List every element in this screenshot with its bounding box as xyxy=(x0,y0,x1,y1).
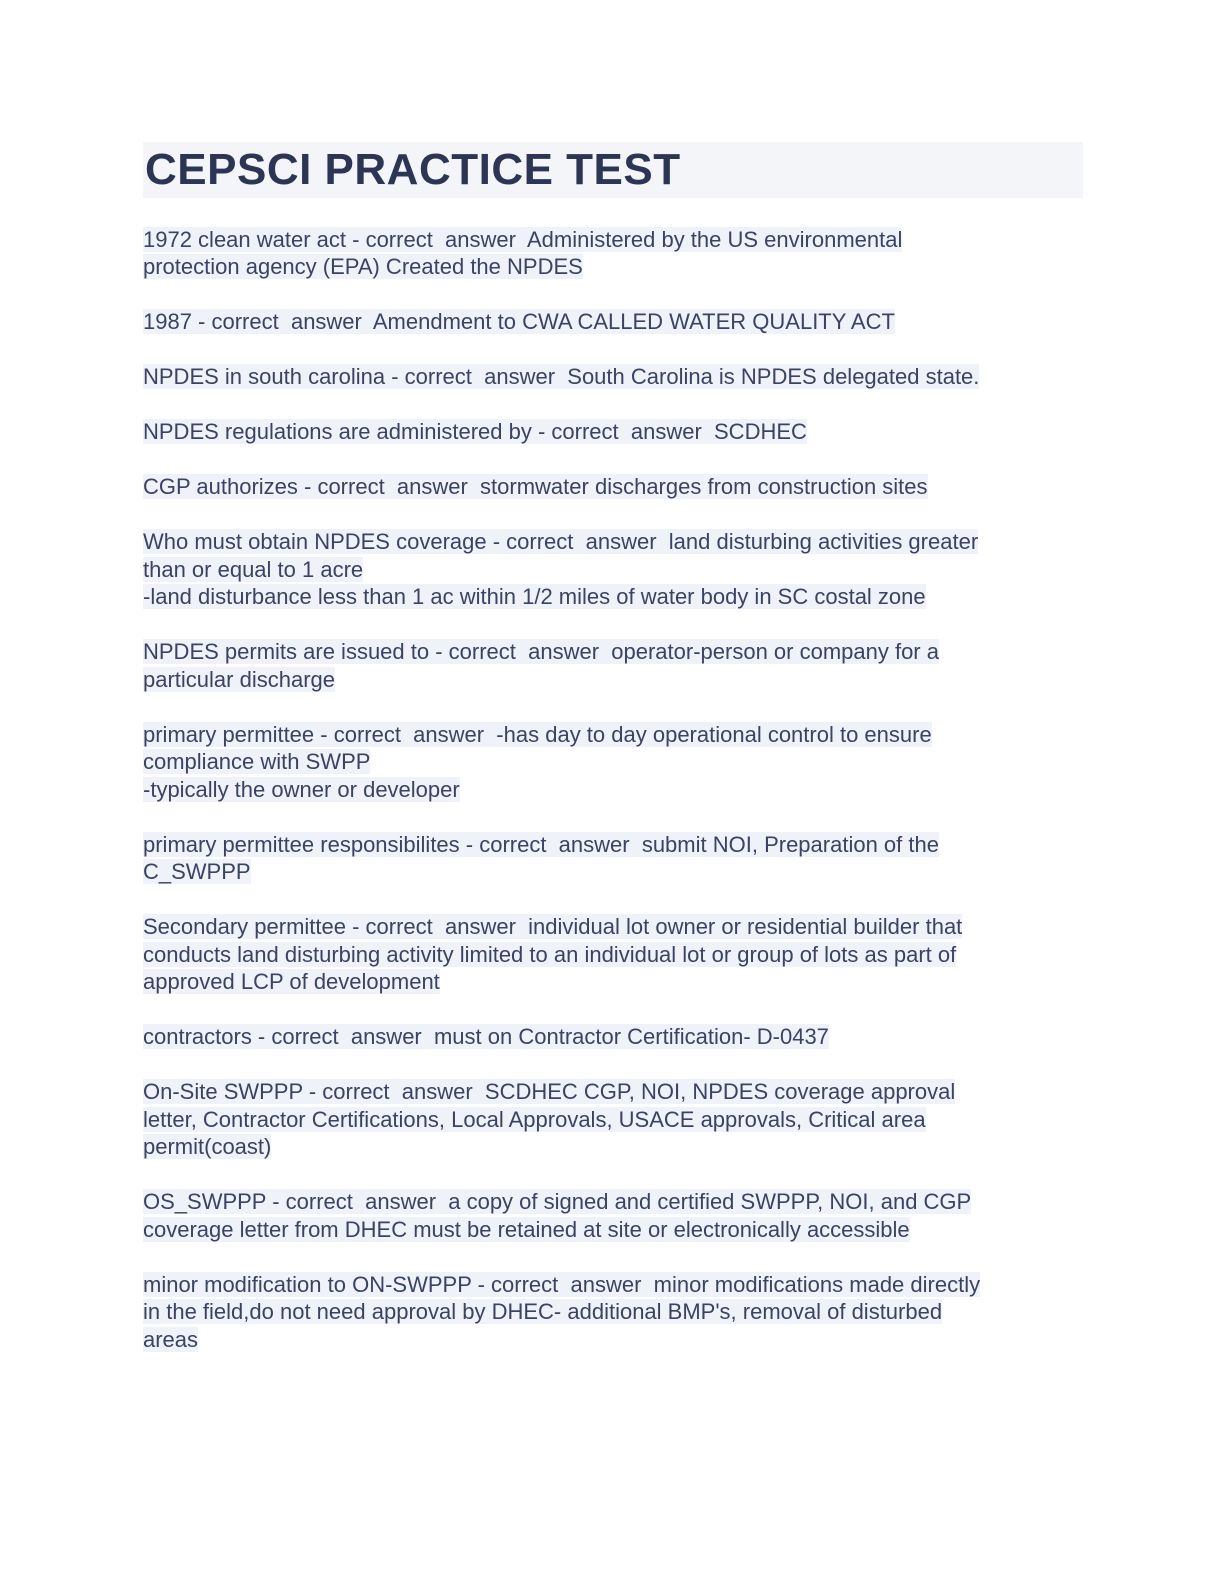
qa-line xyxy=(143,363,1083,391)
qa-item xyxy=(143,1188,1083,1243)
qa-line-text: NPDES regulations are administered by - correct answer SCDHEC xyxy=(143,419,807,444)
qa-item xyxy=(143,1023,1083,1051)
qa-line xyxy=(143,748,1083,776)
qa-item xyxy=(143,528,1083,611)
qa-line xyxy=(143,583,1083,611)
qa-line-text: OS_SWPPP - correct answer a copy of signed and certified SWPPP, NOI, and CGP xyxy=(143,1189,972,1214)
qa-line xyxy=(143,831,1083,859)
qa-line xyxy=(143,308,1083,336)
qa-line xyxy=(143,1188,1083,1216)
qa-line-text: permit(coast) xyxy=(143,1134,272,1159)
qa-line xyxy=(143,776,1083,804)
qa-line xyxy=(143,1133,1083,1161)
qa-line-text: compliance with SWPP xyxy=(143,749,371,774)
qa-line xyxy=(143,638,1083,666)
qa-item xyxy=(143,721,1083,804)
qa-item xyxy=(143,473,1083,501)
qa-line-text: Who must obtain NPDES coverage - correct answer land disturbing activities greater xyxy=(143,529,979,554)
qa-line xyxy=(143,968,1083,996)
qa-line xyxy=(143,1023,1083,1051)
qa-line-text: -land disturbance less than 1 ac within 1/2 miles of water body in SC costal zone xyxy=(143,584,926,609)
qa-line-text: On-Site SWPPP - correct answer SCDHEC CGP, NOI, NPDES coverage approval xyxy=(143,1079,956,1104)
qa-line xyxy=(143,1326,1083,1354)
qa-line xyxy=(143,666,1083,694)
qa-line xyxy=(143,528,1083,556)
qa-line xyxy=(143,1298,1083,1326)
qa-line-text: in the field,do not need approval by DHEC- additional BMP's, removal of disturbed xyxy=(143,1299,943,1324)
qa-line xyxy=(143,1106,1083,1134)
qa-line xyxy=(143,418,1083,446)
qa-line xyxy=(143,226,1083,254)
qa-line xyxy=(143,1216,1083,1244)
qa-line-text: NPDES in south carolina - correct answer South Carolina is NPDES delegated state. xyxy=(143,364,980,389)
document-body xyxy=(143,226,1083,1354)
qa-line xyxy=(143,721,1083,749)
qa-line-text: 1987 - correct answer Amendment to CWA CALLED WATER QUALITY ACT xyxy=(143,309,895,334)
qa-line-text: NPDES permits are issued to - correct answer operator-person or company for a xyxy=(143,639,939,664)
qa-line xyxy=(143,1078,1083,1106)
qa-line-text: letter, Contractor Certifications, Local Approvals, USACE approvals, Critical area xyxy=(143,1106,926,1132)
page-title: CEPSCI PRACTICE TEST xyxy=(145,145,681,194)
qa-line xyxy=(143,858,1083,886)
qa-line-text: approved LCP of development xyxy=(143,969,440,994)
qa-item xyxy=(143,831,1083,886)
qa-line-text: minor modification to ON-SWPPP - correct answer minor modifications made directly xyxy=(143,1271,981,1297)
qa-item xyxy=(143,638,1083,693)
qa-line-text: primary permittee - correct answer -has day to day operational control to ensure xyxy=(143,721,932,747)
qa-line-text: conducts land disturbing activity limited to an individual lot or group of lots as part of xyxy=(143,941,957,967)
qa-line-text: protection agency (EPA) Created the NPDES xyxy=(143,254,583,279)
qa-item xyxy=(143,1078,1083,1161)
qa-line-text: particular discharge xyxy=(143,666,335,692)
qa-line-text: than or equal to 1 acre xyxy=(143,556,364,582)
qa-line-text: CGP authorizes - correct answer stormwater discharges from construction sites xyxy=(143,474,928,499)
qa-line-text: contractors - correct answer must on Contractor Certification- D-0437 xyxy=(143,1024,829,1049)
qa-item xyxy=(143,308,1083,336)
qa-item xyxy=(143,418,1083,446)
qa-line-text: -typically the owner or developer xyxy=(143,776,460,802)
qa-line-text: areas xyxy=(143,1326,199,1352)
qa-item xyxy=(143,226,1083,281)
qa-line-text: C_SWPPP xyxy=(143,859,251,884)
qa-line xyxy=(143,1271,1083,1299)
qa-line xyxy=(143,913,1083,941)
document-page xyxy=(143,142,1083,1353)
qa-item xyxy=(143,913,1083,996)
qa-line-text: 1972 clean water act - correct answer Administered by the US environmental xyxy=(143,226,903,252)
qa-line-text: primary permittee responsibilites - correct answer submit NOI, Preparation of the xyxy=(143,831,939,857)
qa-item xyxy=(143,1271,1083,1354)
qa-line xyxy=(143,556,1083,584)
qa-item xyxy=(143,363,1083,391)
title-band xyxy=(143,142,1083,198)
qa-line xyxy=(143,253,1083,281)
qa-line-text: coverage letter from DHEC must be retained at site or electronically accessible xyxy=(143,1216,910,1242)
qa-line-text: Secondary permittee - correct answer individual lot owner or residential builder that xyxy=(143,914,963,939)
qa-line xyxy=(143,941,1083,969)
qa-line xyxy=(143,473,1083,501)
